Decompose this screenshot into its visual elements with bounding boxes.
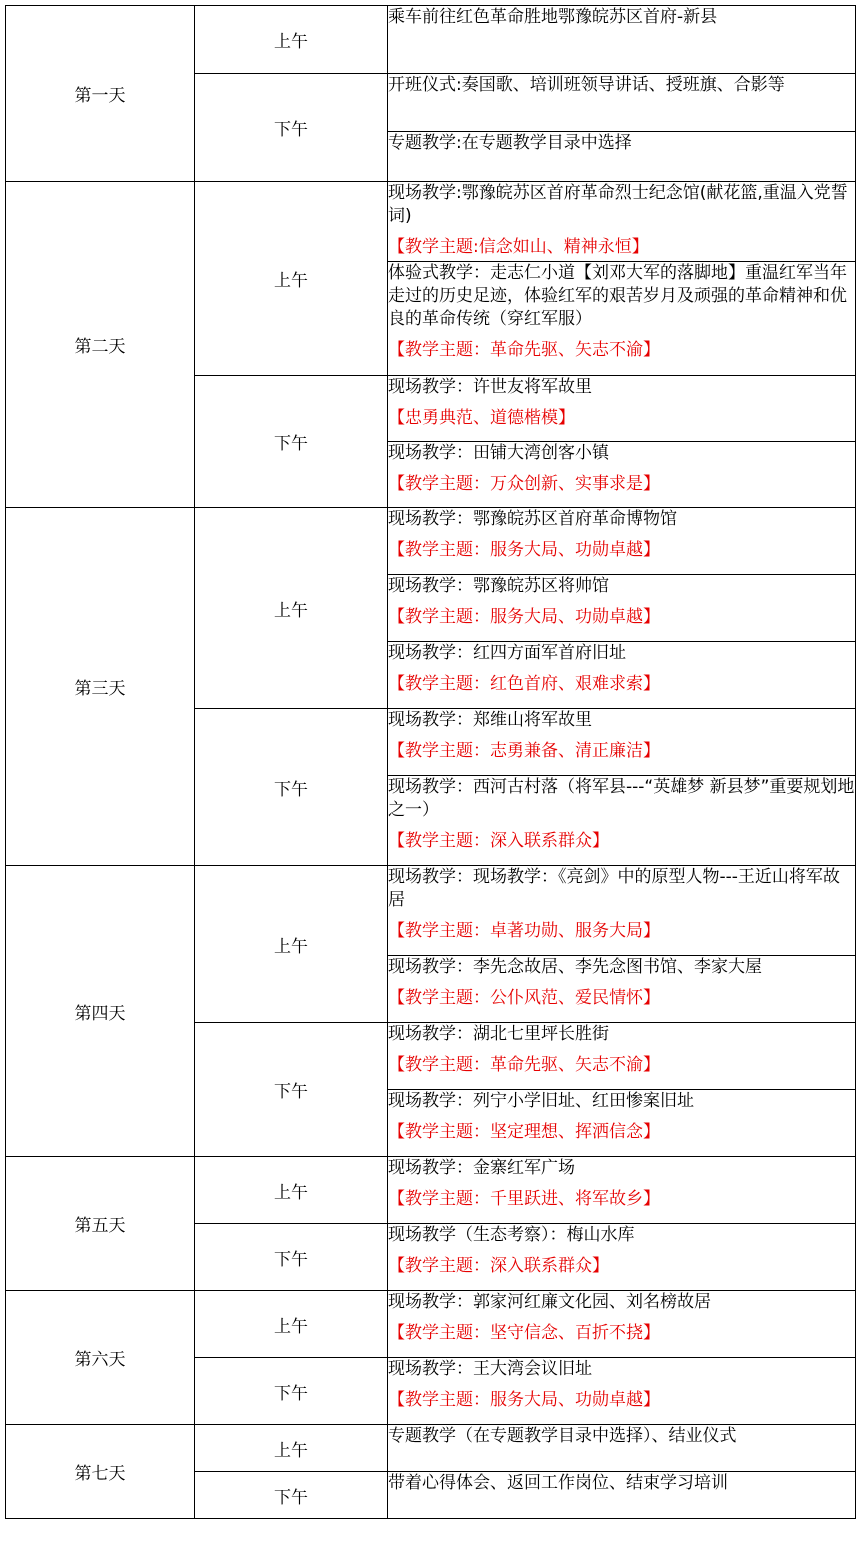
schedule-row: [6, 1157, 856, 1224]
activity-cell: [388, 132, 856, 182]
activity-cell: [388, 642, 856, 709]
teaching-theme: 【教学主题：千里跃进、将军故乡】: [388, 1189, 660, 1209]
session-time: 下午: [195, 1472, 388, 1519]
activity-cell: [388, 1090, 856, 1157]
day-label: 第二天: [6, 182, 195, 508]
day-label: 第四天: [6, 866, 195, 1157]
session-time: 上午: [195, 6, 388, 74]
activity-text: 现场教学：许世友将军故里: [388, 377, 592, 397]
activity-text: 现场教学：王大湾会议旧址: [388, 1359, 592, 1379]
teaching-theme: 【教学主题：坚定理想、挥洒信念】: [388, 1122, 660, 1142]
activity-text: 现场教学：鄂豫皖苏区首府革命博物馆: [388, 509, 677, 529]
session-time: 上午: [195, 1291, 388, 1358]
session-time: 下午: [195, 1023, 388, 1157]
activity-text: 乘车前往红色革命胜地鄂豫皖苏区首府-新县: [388, 7, 718, 27]
activity-text: 带着心得体会、返回工作岗位、结束学习培训: [388, 1473, 728, 1493]
session-time: 下午: [195, 376, 388, 508]
session-time: 上午: [195, 508, 388, 709]
activity-text: 专题教学（在专题教学目录中选择）、结业仪式: [388, 1426, 737, 1446]
day-label: 第六天: [6, 1291, 195, 1425]
teaching-theme: 【教学主题：服务大局、功勋卓越】: [388, 540, 660, 560]
activity-cell: [388, 182, 856, 262]
activity-text: 现场教学:鄂豫皖苏区首府革命烈士纪念馆(献花篮,重温入党誓词): [388, 183, 848, 226]
schedule-row: [6, 866, 856, 956]
activity-cell: [388, 1358, 856, 1425]
day-label: 第三天: [6, 508, 195, 866]
activity-cell: [388, 1291, 856, 1358]
activity-cell: [388, 866, 856, 956]
activity-text: 现场教学：田铺大湾创客小镇: [388, 443, 609, 463]
schedule-row: [6, 508, 856, 575]
activity-cell: [388, 956, 856, 1023]
teaching-theme: 【教学主题：志勇兼备、清正廉洁】: [388, 741, 660, 761]
day-label: 第五天: [6, 1157, 195, 1291]
teaching-theme: 【教学主题：服务大局、功勋卓越】: [388, 607, 660, 627]
session-time: 下午: [195, 1224, 388, 1291]
session-time: 下午: [195, 1358, 388, 1425]
activity-text: 现场教学：郭家河红廉文化园、刘名榜故居: [388, 1292, 711, 1312]
activity-cell: [388, 262, 856, 376]
teaching-theme: 【忠勇典范、道德楷模】: [388, 408, 575, 428]
teaching-theme: 【教学主题：服务大局、功勋卓越】: [388, 1390, 660, 1410]
schedule-row: [6, 1425, 856, 1472]
activity-cell: [388, 1023, 856, 1090]
teaching-theme: 【教学主题：革命先驱、矢志不渝】: [388, 1055, 660, 1075]
activity-text: 现场教学：列宁小学旧址、红田惨案旧址: [388, 1091, 694, 1111]
activity-text: 专题教学:在专题教学目录中选择: [388, 133, 632, 153]
activity-cell: [388, 442, 856, 508]
activity-text: 现场教学：现场教学：《亮剑》中的原型人物---王近山将军故居: [388, 867, 840, 910]
activity-cell: [388, 6, 856, 74]
activity-text: 现场教学（生态考察）：梅山水库: [388, 1225, 635, 1245]
teaching-theme: 【教学主题：卓著功勋、服务大局】: [388, 921, 660, 941]
schedule-table: [5, 5, 856, 1519]
activity-text: 现场教学：鄂豫皖苏区将帅馆: [388, 576, 609, 596]
teaching-theme: 【教学主题：红色首府、艰难求索】: [388, 674, 660, 694]
session-time: 上午: [195, 1157, 388, 1224]
activity-cell: [388, 575, 856, 642]
activity-cell: [388, 74, 856, 132]
day-label: 第七天: [6, 1425, 195, 1519]
teaching-theme: 【教学主题：坚守信念、百折不挠】: [388, 1323, 660, 1343]
activity-text: 现场教学：红四方面军首府旧址: [388, 643, 626, 663]
activity-text: 现场教学：李先念故居、李先念图书馆、李家大屋: [388, 957, 762, 977]
activity-text: 现场教学：湖北七里坪长胜街: [388, 1024, 609, 1044]
schedule-row: [6, 1291, 856, 1358]
activity-cell: [388, 709, 856, 776]
teaching-theme: 【教学主题：革命先驱、矢志不渝】: [388, 340, 660, 360]
activity-cell: [388, 1224, 856, 1291]
activity-text: 开班仪式:奏国歌、培训班领导讲话、授班旗、合影等: [388, 75, 785, 95]
activity-cell: [388, 776, 856, 866]
activity-cell: [388, 1425, 856, 1472]
teaching-theme: 【教学主题：万众创新、实事求是】: [388, 474, 660, 494]
day-label: 第一天: [6, 6, 195, 182]
activity-cell: [388, 1472, 856, 1519]
session-time: 下午: [195, 709, 388, 866]
schedule-body: [6, 6, 856, 1519]
session-time: 上午: [195, 1425, 388, 1472]
teaching-theme: 【教学主题：深入联系群众】: [388, 1256, 609, 1276]
teaching-theme: 【教学主题：公仆风范、爱民情怀】: [388, 988, 660, 1008]
teaching-theme: 【教学主题：深入联系群众】: [388, 831, 609, 851]
activity-text: 现场教学：金寨红军广场: [388, 1158, 575, 1178]
activity-text: 体验式教学：走志仁小道【刘邓大军的落脚地】重温红军当年走过的历史足迹，体验红军的艰苦岁月及顽强的革命精神和优良的革命传统（穿红军服）: [388, 263, 847, 329]
schedule-row: [6, 6, 856, 74]
activity-cell: [388, 376, 856, 442]
session-time: 下午: [195, 74, 388, 182]
teaching-theme: 【教学主题:信念如山、精神永恒】: [388, 237, 649, 257]
activity-text: 现场教学：西河古村落（将军县---“英雄梦 新县梦”重要规划地之一）: [388, 777, 855, 820]
schedule-row: [6, 182, 856, 262]
activity-cell: [388, 508, 856, 575]
activity-text: 现场教学：郑维山将军故里: [388, 710, 592, 730]
session-time: 上午: [195, 182, 388, 376]
session-time: 上午: [195, 866, 388, 1023]
activity-cell: [388, 1157, 856, 1224]
